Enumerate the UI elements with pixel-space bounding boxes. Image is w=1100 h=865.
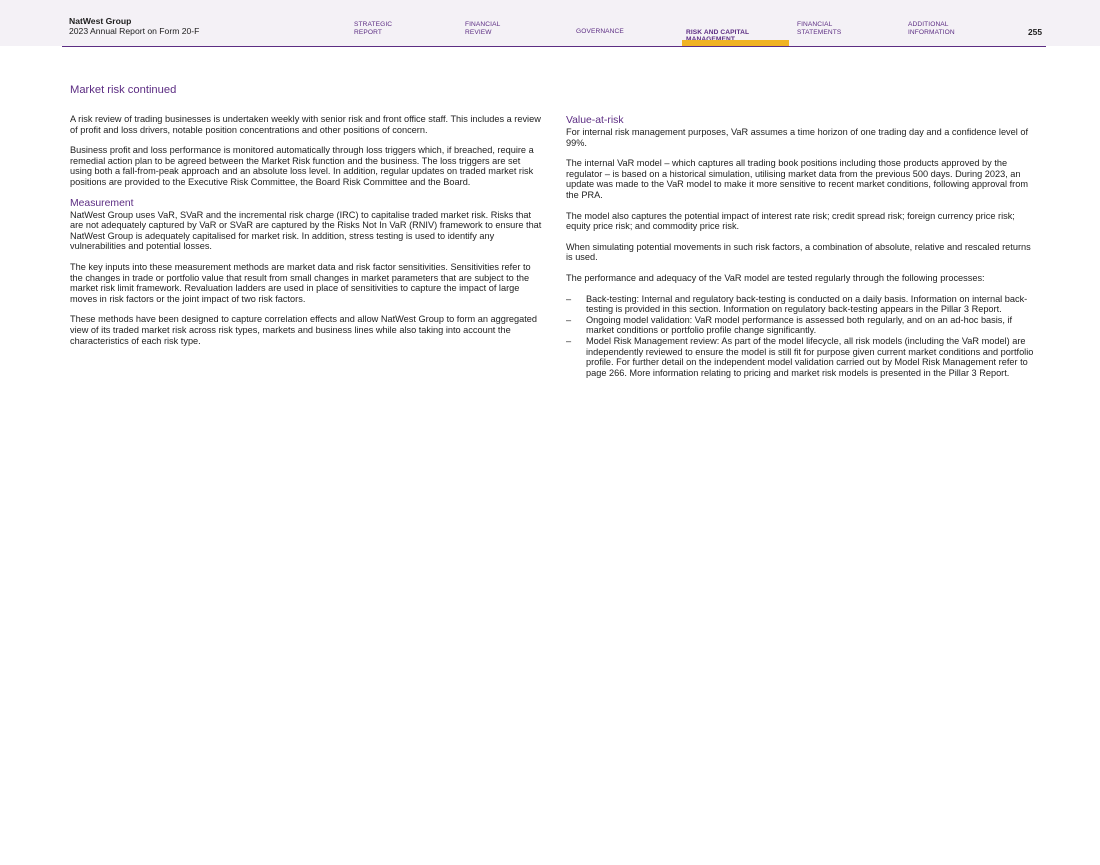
report-title: 2023 Annual Report on Form 20-F <box>69 26 200 36</box>
nav-financial-statements[interactable]: FINANCIAL STATEMENTS <box>797 21 842 36</box>
list-item <box>566 294 1038 315</box>
list-item-text: Back-testing: Internal and regulatory back-testing is conducted on a daily basis. Information on internal back-testing is provided in this section. Information on regulatory back-testing appears in the Pillar 3 Report. <box>586 293 1028 315</box>
left-column <box>70 114 542 356</box>
paragraph: The model also captures the potential impact of interest rate risk; credit spread risk; foreign currency price risk; equity price risk; and commodity price risk. <box>566 210 1015 232</box>
section-title: Market risk continued <box>70 84 177 96</box>
paragraph: The performance and adequacy of the VaR model are tested regularly through the following processes: <box>566 272 985 283</box>
paragraph: The key inputs into these measurement methods are market data and risk factor sensitivities. Sensitivities refer to the changes in trade or portfolio value that result from small changes in market parameters that are subject to the market risk limit framework. Revaluation ladders are used in place of sensitivities to capture the impact of large moves in risk factors or the joint impact of two risk factors. <box>70 261 531 304</box>
bullet-dash: – <box>566 293 572 304</box>
bullet-dash: – <box>566 314 572 325</box>
paragraph: NatWest Group uses VaR, SVaR and the incremental risk charge (IRC) to capitalise traded market risk. Risks that are not adequately captured by VaR or SVaR are captured by the Risks Not In VaR (RNIV) framework to ensure that NatWest Group is adequately capitalised for market risk. In addition, stress testing is used to identify any vulnerabilities and potential losses. <box>70 209 542 252</box>
right-column <box>566 114 1038 378</box>
brand-block <box>69 16 199 36</box>
header-rule <box>62 46 1046 47</box>
nav-financial-review[interactable]: FINANCIAL REVIEW <box>465 21 501 36</box>
paragraph: When simulating potential movements in such risk factors, a combination of absolute, relative and rescaled returns is used. <box>566 241 1031 263</box>
list-item <box>566 315 1038 336</box>
paragraph: The internal VaR model – which captures all trading book positions including those products approved by the regulator – is based on a historical simulation, utilising market data from the previous 500 days. During 2023, an update was made to the VaR model to make it more sensitive to recent market conditions, following approval from the PRA. <box>566 158 1028 200</box>
paragraph: These methods have been designed to capture correlation effects and allow NatWest Group to form an aggregated view of its traded market risk across risk types, markets and business lines while also taking into account the characteristics of each risk type. <box>70 314 537 346</box>
paragraph: Business profit and loss performance is monitored automatically through loss triggers which, if breached, require a remedial action plan to be agreed between the Market Risk function and the business. The loss triggers are set using both a fall-from-peak approach and an absolute loss level. In addition, regular updates on traded market risk positions are provided to the Executive Risk Committee, the Board Risk Committee and the Board. <box>70 145 534 187</box>
list-item <box>566 336 1038 378</box>
list-item-text: Model Risk Management review: As part of the model lifecycle, all risk models (including the VaR model) are independently reviewed to ensure the model is still fit for purpose given current market conditions and portfolio profile. For further detail on the independent model validation carried out by Model Risk Management refer to page 266. More information relating to pricing and market risk models is presented in the Pillar 3 Report. <box>586 335 1034 378</box>
measurement-heading: Measurement <box>70 197 134 209</box>
process-list <box>566 294 1038 379</box>
page-number: 255 <box>1028 27 1042 37</box>
nav-additional-information[interactable]: ADDITIONAL INFORMATION <box>908 21 955 36</box>
nav-governance[interactable]: GOVERNANCE <box>576 28 624 35</box>
nav-risk-label: RISK AND CAPITAL <box>686 28 750 36</box>
company-name: NatWest Group <box>69 16 132 26</box>
page-header <box>0 0 1100 46</box>
paragraph: A risk review of trading businesses is undertaken weekly with senior risk and front office staff. This includes a review of profit and loss drivers, notable position concentrations and other positions of concern. <box>70 114 541 135</box>
list-item-text: Ongoing model validation: VaR model performance is assessed both regularly, and on an ad-hoc basis, if market conditions or portfolio profile change significantly. <box>586 314 1013 336</box>
nav-strategic-report[interactable]: STRATEGIC REPORT <box>354 21 393 36</box>
paragraph: For internal risk management purposes, VaR assumes a time horizon of one trading day and a confidence level of 99%. <box>566 127 1029 148</box>
bullet-dash: – <box>566 335 572 346</box>
value-at-risk-heading: Value-at-risk <box>566 115 624 126</box>
